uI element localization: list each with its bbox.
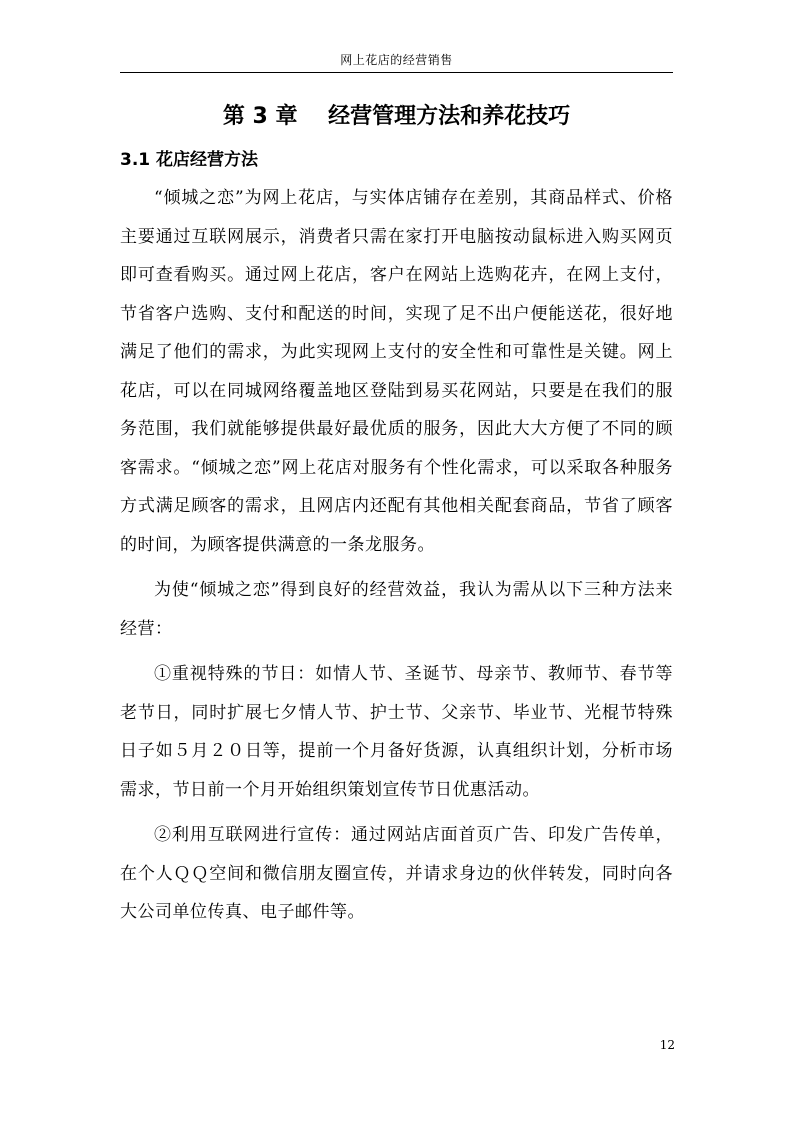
page-number: 12 [659, 1038, 675, 1052]
section-title: 3.1 花店经营方法 [120, 150, 259, 170]
header-divider [120, 72, 673, 73]
paragraph: 为使“倾城之恋”得到良好的经营效益，我认为需从以下三种方法来经营： [120, 580, 673, 639]
paragraph: “倾城之恋”为网上花店，与实体店铺存在差别，其商品样式、价格主要通过互联网展示，消费者只需在家打开电脑按动鼠标进入购买网页即可查看购买。通过网上花店，客户在网站上选购花卉，在网上支付，节省客户选购、支付和配送的时间，实现了足不出户便能送花，很好地满足了他们的需求，为此实现网上支付的安全性和可靠性是关键。网上花店，可以在同城网络覆盖地区登陆到易买花网站，只要是在我们的服务范围，我们就能够提供最好最优质的服务，因此大大方便了不同的顾客需求。“倾城之恋”网上花店对服务有个性化需求，可以采取各种服务方式满足顾客的需求，且网店内还配有其他相关配套商品，节省了顾客的时间，为顾客提供满意的一条龙服务。 [120, 188, 673, 555]
running-header: 网上花店的经营销售 [340, 53, 453, 67]
body-text [120, 179, 673, 939]
paragraph: ②利用互联网进行宣传：通过网站店面首页广告、印发广告传单，在个人ＱＱ空间和微信朋友圈宣传，并请求身边的伙伴转发，同时向各大公司单位传真、电子邮件等。 [120, 825, 673, 922]
chapter-title: 第 3 章 经营管理方法和养花技巧 [222, 104, 571, 129]
paragraph: ①重视特殊的节日：如情人节、圣诞节、母亲节、教师节、春节等老节日，同时扩展七夕情人节、护士节、父亲节、毕业节、光棍节特殊日子如５月２０日等，提前一个月备好货源，认真组织计划，分析市场需求，节日前一个月开始组织策划宣传节日优惠活动。 [120, 664, 673, 800]
